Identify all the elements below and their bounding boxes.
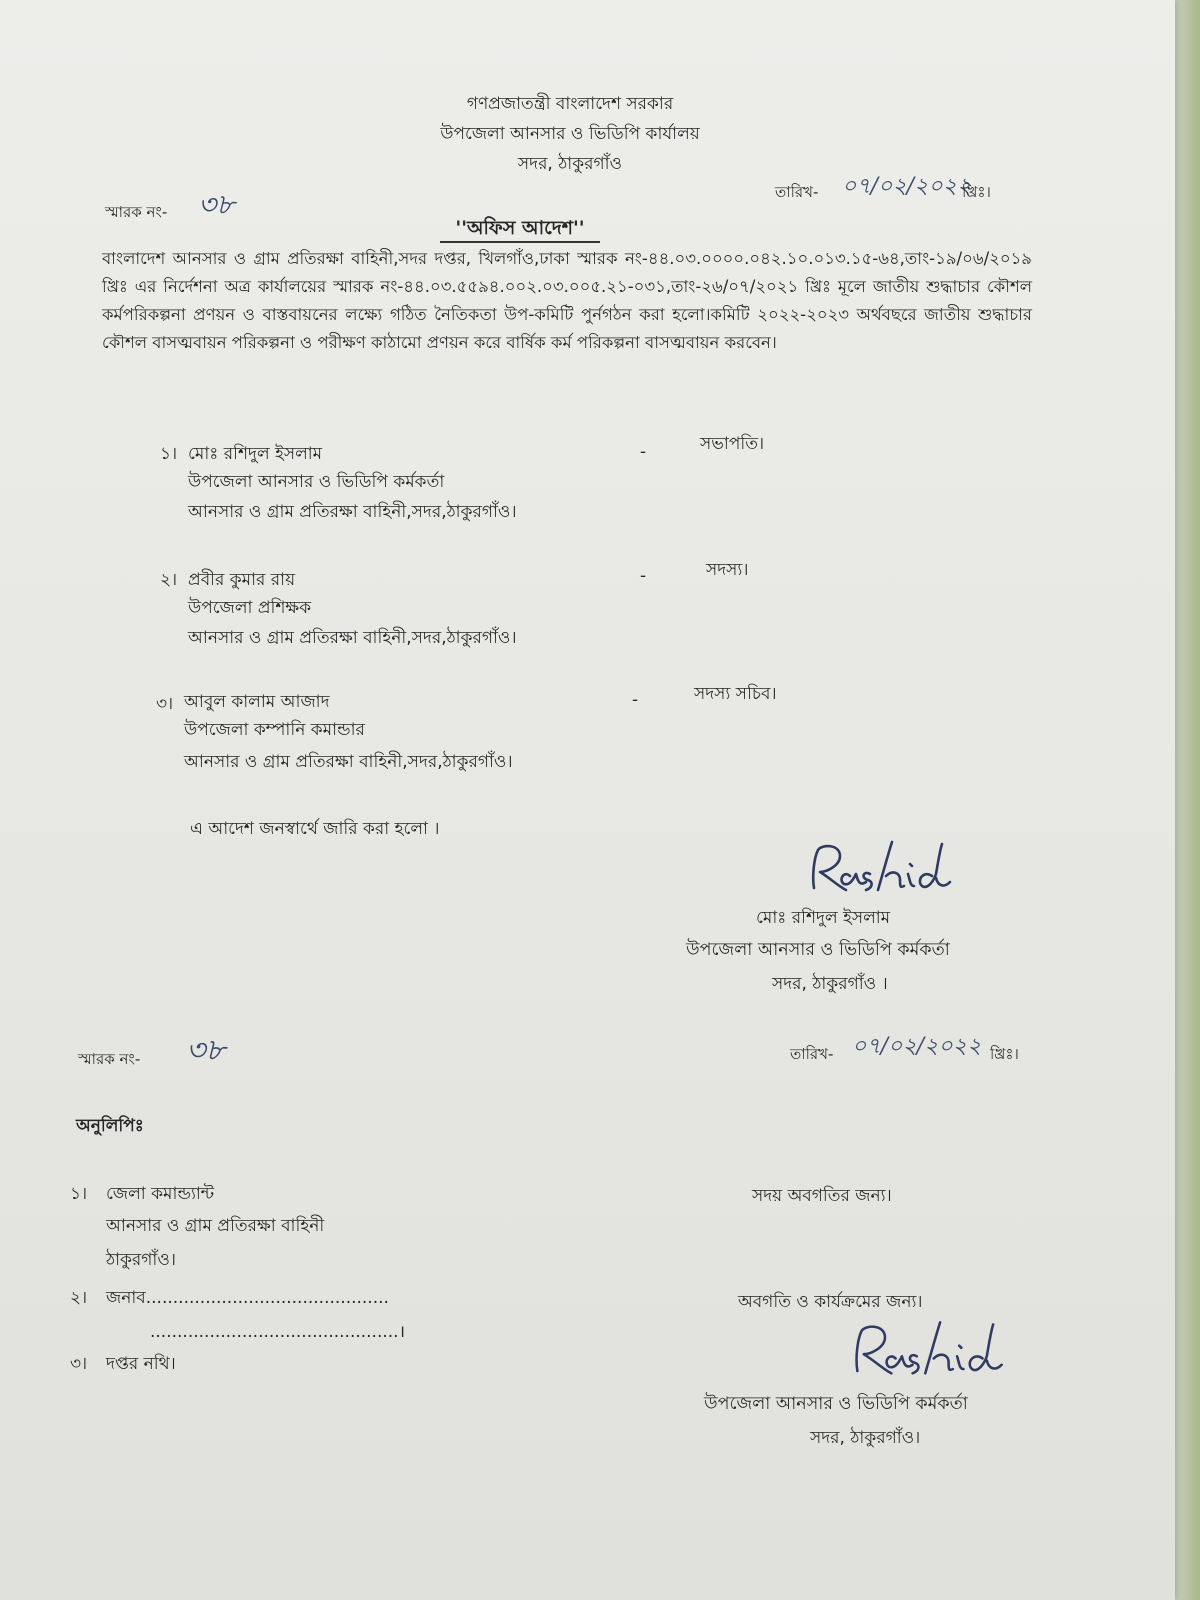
signatory-2-place: সদর, ঠাকুরগাঁও। — [810, 1428, 921, 1448]
signatory-designation: উপজেলা আনসার ও ভিডিপি কর্মকর্তা — [686, 940, 950, 960]
public-interest-line: এ আদেশ জনস্বার্থে জারি করা হলো । — [190, 819, 440, 839]
signature-image-2 — [838, 1316, 1038, 1386]
member-name: মোঃ রশিদুল ইসলাম — [188, 444, 323, 464]
memo-label-2: স্মারক নং- — [78, 1050, 141, 1068]
member-designation: উপজেলা আনসার ও ভিডিপি কর্মকর্তা — [188, 472, 445, 492]
copy-3-line-1: দপ্তর নথি। — [106, 1354, 176, 1374]
date-label-2: তারিখ- — [790, 1045, 834, 1063]
signatory-name: মোঃ রশিদুল ইসলাম — [756, 908, 891, 928]
member-number: ১। — [160, 444, 178, 464]
copy-2-number: ২। — [70, 1288, 88, 1308]
memo-number-2: ৩৮ — [186, 1033, 225, 1068]
copy-1-line-1: জেলা কমান্ড্যান্ট — [106, 1184, 215, 1204]
date-value-2: ০৭/০২/২০২২ — [852, 1034, 982, 1059]
member-dash: - — [640, 442, 647, 462]
signatory-place: সদর, ঠাকুরগাঁও । — [772, 974, 888, 994]
member-name: আবুল কালাম আজাদ — [184, 692, 330, 712]
member-dash: - — [632, 690, 639, 710]
header-line-2: উপজেলা আনসার ও ভিডিপি কার্যালয় — [440, 124, 700, 144]
date-value: ০৭/০২/২০২২ — [842, 174, 972, 199]
member-designation: উপজেলা কম্পানি কমান্ডার — [184, 720, 365, 740]
member-role: সদস্য সচিব। — [694, 684, 777, 704]
memo-label: স্মারক নং- — [105, 203, 168, 221]
header-line-3: সদর, ঠাকুরগাঁও — [517, 154, 623, 174]
copy-1-purpose: সদয় অবগতির জন্য। — [752, 1186, 892, 1206]
copy-2-line-2: ..............................................। — [150, 1322, 406, 1342]
date-suffix: খ্রিঃ। — [962, 183, 991, 201]
office-order-title: ''অফিস আদেশ'' — [455, 217, 585, 239]
copies-heading: অনুলিপিঃ — [76, 1116, 144, 1136]
copy-1-line-2: আনসার ও গ্রাম প্রতিরক্ষা বাহিনী — [106, 1216, 325, 1236]
member-org: আনসার ও গ্রাম প্রতিরক্ষা বাহিনী,সদর,ঠাকুরগাঁও। — [184, 752, 513, 772]
copy-3-number: ৩। — [70, 1354, 88, 1374]
copy-1-number: ১। — [70, 1184, 88, 1204]
copy-2-line-1: জনাব............................................. — [106, 1288, 389, 1308]
order-body: বাংলাদেশ আনসার ও গ্রাম প্রতিরক্ষা বাহিনী,সদর দপ্তর, খিলগাঁও,ঢাকা স্মারক নং-৪৪.০৩.০০০০.০৪২.১০.০১৩.১৫-৬৪,তাং-১৯/০৬/২০১৯ খ্রিঃ এর নির্দেশনা অত্র কার্যালয়ের স্মারক নং-৪৪.০৩.৫৫৯৪.০০২.০৩.০০৫.২১-০৩১,তাং-২৬/০৭/২০২১ খ্রিঃ মূলে জাতীয় শুদ্ধাচার কৌশল কর্মপরিকল্পনা প্রণয়ন ও বাস্তবায়নের লক্ষ্যে গঠিত নৈতিকতা উপ-কমিটি পুর্নগঠন করা হলো।কমিটি ২০২২-২০২৩ অর্থবছরে জাতীয় শুদ্ধাচার কৌশল বাসত্মবায়ন পরিকল্পনা ও পরীক্ষণ কাঠামো প্রণয়ন করে বার্ষিক কর্ম পরিকল্পনা বাসত্মবায়ন করবেন। — [102, 249, 1032, 352]
signatory-2-designation: উপজেলা আনসার ও ভিডিপি কর্মকর্তা — [704, 1394, 968, 1414]
member-dash: - — [640, 566, 647, 586]
member-designation: উপজেলা প্রশিক্ষক — [188, 598, 312, 618]
member-org: আনসার ও গ্রাম প্রতিরক্ষা বাহিনী,সদর,ঠাকুরগাঁও। — [188, 502, 517, 522]
member-role: সদস্য। — [706, 560, 749, 580]
signature-image — [800, 836, 980, 902]
memo-number: ৩৮ — [198, 188, 235, 221]
member-number: ২। — [160, 570, 178, 590]
title-underline — [440, 241, 600, 243]
header-line-1: গণপ্রজাতন্ত্রী বাংলাদেশ সরকার — [466, 94, 674, 114]
member-role: সভাপতি। — [700, 434, 765, 454]
member-org: আনসার ও গ্রাম প্রতিরক্ষা বাহিনী,সদর,ঠাকুরগাঁও। — [188, 628, 517, 648]
date-label: তারিখ- — [775, 183, 819, 201]
member-number: ৩। — [156, 694, 174, 714]
copy-1-line-3: ঠাকুরগাঁও। — [106, 1250, 176, 1270]
copy-2-purpose: অবগতি ও কার্যক্রমের জন্য। — [738, 1292, 923, 1312]
date-suffix-2: খ্রিঃ। — [990, 1045, 1019, 1063]
member-name: প্রবীর কুমার রায় — [188, 570, 296, 590]
